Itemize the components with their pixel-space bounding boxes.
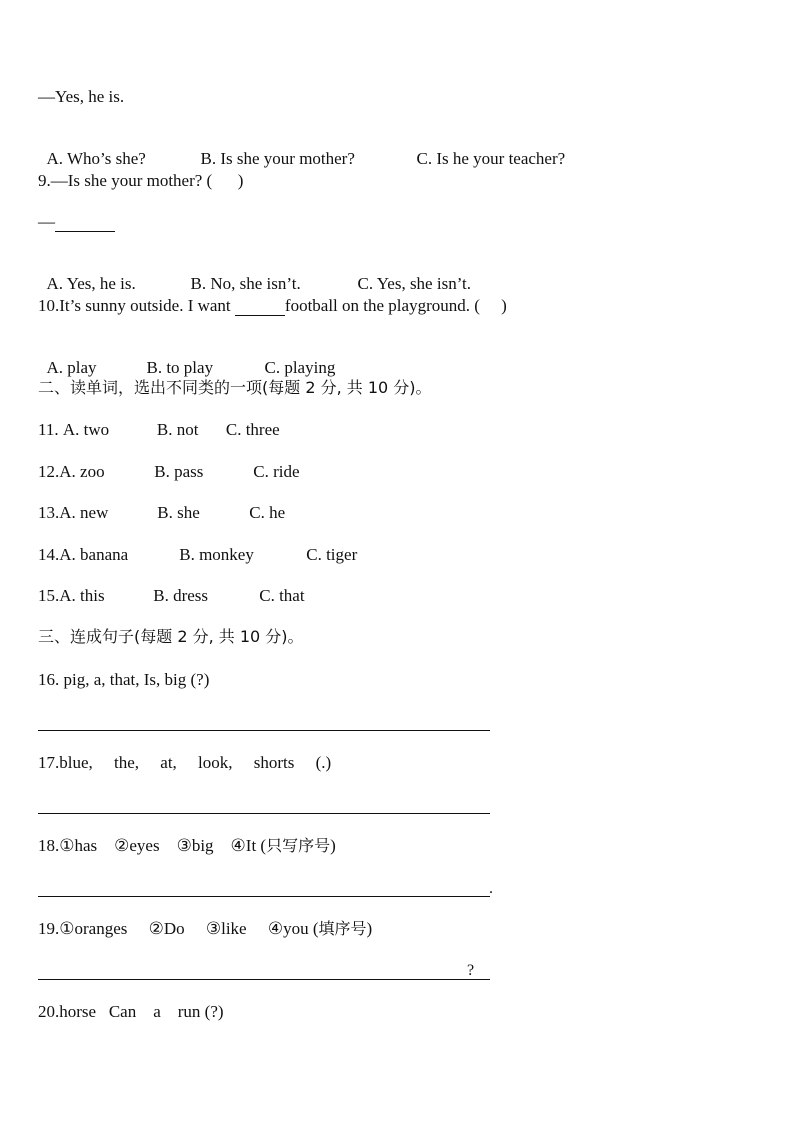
q9-option-a: A. Yes, he is. <box>46 274 136 293</box>
q18-period: . <box>489 880 493 897</box>
section3-heading: 三、连成句子(每题 2 分, 共 10 分)。 <box>38 627 304 646</box>
q18-end: ) <box>330 836 336 855</box>
q13 <box>38 503 285 523</box>
q10-blank[interactable] <box>235 299 285 316</box>
q14-number: 14. <box>38 545 60 564</box>
q10-text-end: football on the playground. ( ) <box>284 296 507 315</box>
q12-number: 12. <box>38 462 60 481</box>
q12 <box>38 462 300 482</box>
q10-options <box>38 338 335 378</box>
q13-option-c: C. he <box>249 503 286 522</box>
q10-option-b: B. to play <box>146 358 214 377</box>
q12-option-c: C. ride <box>253 462 300 481</box>
q15-number: 15. <box>38 586 60 605</box>
q18-answer-line[interactable] <box>38 896 490 897</box>
q17-prompt: 17.blue, the, at, look, shorts (.) <box>38 753 332 772</box>
q9-question: 9.—Is she your mother? ( ) <box>38 171 244 190</box>
q15 <box>38 586 305 606</box>
q19-prompt <box>38 919 372 939</box>
q9-dash: — <box>38 212 55 231</box>
q19-question-mark: ? <box>467 962 475 979</box>
q12-option-a: A. zoo <box>59 462 105 481</box>
q9-options <box>38 254 471 294</box>
q16-answer-line[interactable] <box>38 730 490 731</box>
q11-option-c: C. three <box>225 420 280 439</box>
q9-option-c: C. Yes, she isn’t. <box>357 274 472 293</box>
q12-option-b: B. pass <box>154 462 204 481</box>
q19-note: 填序号 <box>318 919 367 938</box>
q20-prompt: 20.horse Can a run (?) <box>38 1002 224 1021</box>
q17-answer-line[interactable] <box>38 813 490 814</box>
q8-option-a: A. Who’s she? <box>46 149 146 168</box>
q14-option-a: A. banana <box>59 545 129 564</box>
q15-option-c: C. that <box>259 586 305 605</box>
q8-answer: —Yes, he is. <box>38 87 125 106</box>
q8-option-c: C. Is he your teacher? <box>416 149 566 168</box>
q13-option-a: A. new <box>59 503 109 522</box>
q15-option-b: B. dress <box>153 586 209 605</box>
q8-option-b: B. Is she your mother? <box>200 149 355 168</box>
q10-option-a: A. play <box>46 358 97 377</box>
q10-option-c: C. playing <box>264 358 336 377</box>
q14-option-c: C. tiger <box>306 545 358 564</box>
q19-end: ) <box>366 919 373 938</box>
q18-note: 只写序号 <box>266 836 331 855</box>
q14-option-b: B. monkey <box>179 545 254 564</box>
q9-option-b: B. No, she isn’t. <box>190 274 301 293</box>
q19-answer-line[interactable] <box>38 979 490 980</box>
q10-text-start: 10.It’s sunny outside. I want <box>38 296 235 315</box>
q14 <box>38 545 357 565</box>
q9-blank[interactable] <box>55 215 115 232</box>
q16-prompt: 16. pig, a, that, Is, big (?) <box>38 670 210 689</box>
q11 <box>38 420 280 440</box>
q15-option-a: A. this <box>59 586 105 605</box>
q19-text: 19.①oranges ②Do ③like ④you ( <box>38 919 319 938</box>
q11-number: 11. <box>38 420 63 439</box>
q18-prompt <box>38 836 336 856</box>
section2-heading: 二、读单词，选出不同类的一项(每题 2 分, 共 10 分)。 <box>38 378 432 397</box>
q8-options <box>38 129 565 169</box>
q13-number: 13. <box>38 503 60 522</box>
q18-text: 18.①has ②eyes ③big ④It ( <box>38 836 267 855</box>
q9-answer-line <box>38 212 115 232</box>
q13-option-b: B. she <box>157 503 200 522</box>
q10-question <box>38 296 507 316</box>
q11-option-b: B. not <box>156 420 199 439</box>
q11-option-a: A. two <box>62 420 110 439</box>
